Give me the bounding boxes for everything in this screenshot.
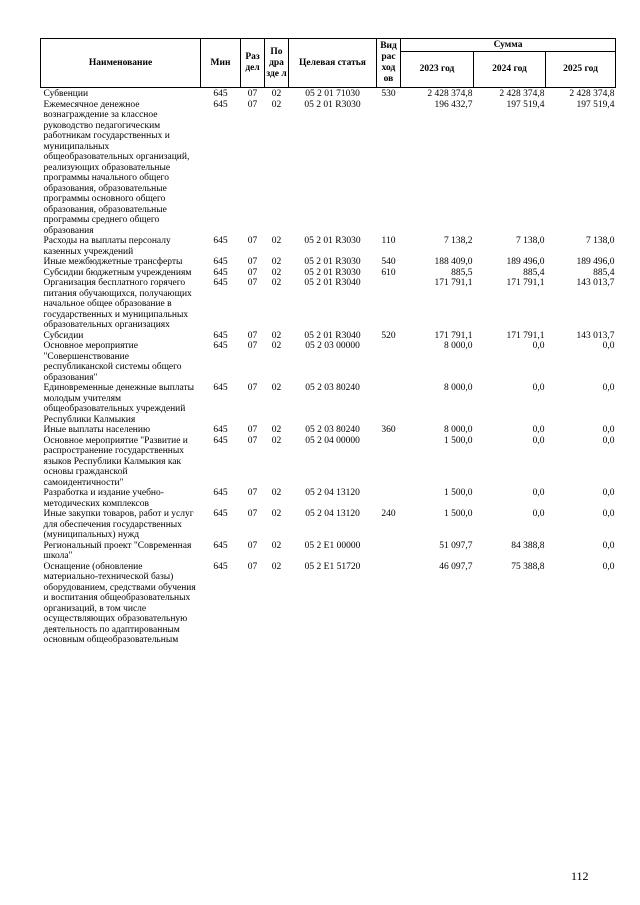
- cell-sum-2024: 2 428 374,8: [499, 89, 545, 99]
- cell-vid: 530: [381, 89, 396, 99]
- cell-target: 05 2 01 71030: [305, 89, 360, 99]
- cell-min: 645: [213, 425, 228, 435]
- cell-sum-2023: 171 791,1: [434, 278, 473, 288]
- cell-podrazdel: 02: [271, 89, 282, 99]
- cell-name: Расходы на выплаты персоналу казенных учреждений: [43, 236, 171, 257]
- cell-min: 645: [213, 540, 228, 551]
- cell-sum-2025: 0,0: [602, 435, 615, 446]
- cell-sum-2023: 7 138,2: [444, 236, 473, 246]
- cell-podrazdel: 02: [271, 99, 282, 110]
- cell-razdel: 07: [247, 383, 258, 393]
- table-row: [41, 541, 616, 562]
- cell-podrazdel: 02: [271, 278, 282, 288]
- cell-razdel: 07: [247, 89, 258, 99]
- cell-sum-2025: 7 138,0: [586, 236, 615, 246]
- cell-name: Единовременные денежные выплаты молодым учителям общеобразовательных учреждений Республики Калмыкия: [43, 383, 195, 425]
- cell-sum-2025: 2 428 374,8: [569, 89, 615, 99]
- cell-sum-2024: 171 791,1: [506, 278, 545, 288]
- cell-sum-2023: 46 097,7: [439, 561, 473, 572]
- cell-sum-2023: 2 428 374,8: [427, 89, 473, 99]
- cell-sum-2023: 171 791,1: [434, 330, 473, 341]
- table-row: [41, 383, 616, 425]
- cell-min: 645: [213, 267, 228, 278]
- cell-sum-2024: 189 496,0: [506, 257, 545, 267]
- cell-razdel: 07: [247, 425, 258, 435]
- header-min: Мин: [201, 39, 241, 88]
- cell-podrazdel: 02: [271, 330, 282, 341]
- cell-razdel: 07: [247, 278, 258, 288]
- cell-target: 05 2 01 R3030: [304, 267, 361, 278]
- cell-vid: 360: [381, 425, 396, 435]
- cell-sum-2024: 75 388,8: [511, 561, 545, 572]
- cell-vid: 540: [381, 257, 396, 267]
- cell-vid: [377, 100, 401, 237]
- table-row: [41, 509, 616, 541]
- cell-target: 05 2 E1 51720: [304, 561, 361, 572]
- cell-target: 05 2 01 R3040: [304, 278, 361, 288]
- cell-podrazdel: 02: [271, 540, 282, 551]
- cell-sum-2023: 8 000,0: [444, 341, 473, 351]
- header-2024: 2024 год: [474, 52, 546, 88]
- cell-sum-2025: 0,0: [602, 488, 615, 498]
- cell-target: 05 2 E1 00000: [304, 540, 361, 551]
- cell-sum-2025: 0,0: [602, 540, 615, 551]
- cell-sum-2024: 885,4: [523, 267, 545, 278]
- header-sum: Сумма: [401, 39, 616, 52]
- cell-sum-2024: 0,0: [532, 435, 545, 446]
- cell-name: Разработка и издание учебно-методических комплексов: [43, 488, 164, 509]
- cell-vid: [377, 341, 401, 383]
- cell-vid: 520: [381, 330, 396, 341]
- cell-sum-2023: 8 000,0: [444, 383, 473, 393]
- cell-name: Основное мероприятие "Развитие и распространение государственных языков Республики Калмыкия как основы гражданской самоидентичности": [43, 435, 188, 488]
- cell-vid: [377, 488, 401, 509]
- table-row: [41, 331, 616, 342]
- cell-target: 05 2 01 R3030: [304, 99, 361, 110]
- cell-sum-2025: 0,0: [602, 341, 615, 351]
- table-row: [41, 88, 616, 100]
- cell-name: Иные выплаты населению: [43, 425, 151, 435]
- cell-vid: [377, 562, 401, 646]
- cell-podrazdel: 02: [271, 435, 282, 446]
- header-razdel: Раз дел: [241, 39, 265, 88]
- cell-razdel: 07: [247, 488, 258, 498]
- header-2023: 2023 год: [401, 52, 474, 88]
- cell-target: 05 2 03 80240: [305, 383, 360, 393]
- cell-sum-2023: 885,5: [451, 267, 473, 278]
- cell-target: 05 2 01 R3030: [304, 236, 361, 246]
- table-row: [41, 488, 616, 509]
- cell-min: 645: [213, 509, 228, 519]
- cell-sum-2025: 0,0: [602, 509, 615, 519]
- cell-razdel: 07: [247, 267, 258, 278]
- table-body: [41, 88, 616, 646]
- cell-sum-2024: 7 138,0: [516, 236, 545, 246]
- table-row: [41, 425, 616, 436]
- header-podrazdel: По дра зде л: [265, 39, 289, 88]
- cell-target: 05 2 04 13120: [305, 488, 360, 498]
- cell-name: Субвенции: [43, 89, 89, 99]
- cell-target: 05 2 01 R3040: [304, 330, 361, 341]
- cell-vid: 110: [381, 236, 396, 246]
- cell-podrazdel: 02: [271, 341, 282, 351]
- cell-sum-2024: 197 519,4: [506, 99, 545, 110]
- cell-sum-2025: 143 013,7: [576, 330, 615, 341]
- cell-min: 645: [213, 383, 228, 393]
- cell-sum-2024: 0,0: [532, 383, 545, 393]
- cell-sum-2024: 171 791,1: [506, 330, 545, 341]
- cell-podrazdel: 02: [271, 488, 282, 498]
- cell-podrazdel: 02: [271, 257, 282, 267]
- cell-razdel: 07: [247, 509, 258, 519]
- cell-sum-2025: 0,0: [602, 561, 615, 572]
- cell-min: 645: [213, 99, 228, 110]
- cell-podrazdel: 02: [271, 236, 282, 246]
- cell-min: 645: [213, 278, 228, 288]
- cell-name: Оснащение (обновление материально-технической базы) оборудованием, средствами обучения и воспитания общеобразовательных организаций, в том числе осуществляющих образовательную деятельность по адаптированным основным общеобразовательным: [43, 561, 196, 645]
- cell-target: 05 2 04 13120: [305, 509, 360, 519]
- cell-sum-2024: 0,0: [532, 509, 545, 519]
- table-header: [41, 39, 616, 88]
- cell-min: 645: [213, 89, 228, 99]
- cell-target: 05 2 03 80240: [305, 425, 360, 435]
- cell-name: Региональный проект "Современная школа": [43, 540, 192, 561]
- budget-page: [40, 38, 615, 646]
- cell-min: 645: [213, 488, 228, 498]
- cell-razdel: 07: [247, 236, 258, 246]
- cell-podrazdel: 02: [271, 267, 282, 278]
- cell-sum-2025: 143 013,7: [576, 278, 615, 288]
- cell-podrazdel: 02: [271, 509, 282, 519]
- cell-sum-2025: 0,0: [602, 425, 615, 435]
- cell-vid: [377, 541, 401, 562]
- cell-podrazdel: 02: [271, 561, 282, 572]
- table-row: [41, 562, 616, 646]
- cell-min: 645: [213, 257, 228, 267]
- cell-name: Субсидии бюджетным учреждениям: [43, 267, 192, 278]
- cell-sum-2025: 885,4: [593, 267, 615, 278]
- cell-sum-2023: 1 500,0: [444, 435, 473, 446]
- cell-name: Ежемесячное денежное вознаграждение за классное руководство педагогическим работникам государственных и муниципальных общеобразовательных организаций, реализующих образовательные программы начального общего образования, образовательные программы основного общего образования, образовательные программы среднего общего образования: [43, 99, 190, 236]
- cell-sum-2025: 197 519,4: [576, 99, 615, 110]
- cell-name: Субсидии: [43, 330, 84, 341]
- cell-razdel: 07: [247, 99, 258, 110]
- table-row: [41, 257, 616, 268]
- cell-razdel: 07: [247, 435, 258, 446]
- cell-sum-2024: 0,0: [532, 488, 545, 498]
- cell-min: 645: [213, 341, 228, 351]
- budget-table: [40, 38, 616, 646]
- cell-min: 645: [213, 236, 228, 246]
- cell-vid: [377, 383, 401, 425]
- header-name: Наименование: [41, 39, 201, 88]
- cell-razdel: 07: [247, 330, 258, 341]
- header-2025: 2025 год: [546, 52, 616, 88]
- table-row: [41, 436, 616, 489]
- table-row: [41, 268, 616, 279]
- cell-sum-2023: 1 500,0: [444, 509, 473, 519]
- cell-vid: [377, 436, 401, 489]
- table-row: [41, 236, 616, 257]
- cell-razdel: 07: [247, 341, 258, 351]
- cell-sum-2024: 0,0: [532, 341, 545, 351]
- cell-razdel: 07: [247, 257, 258, 267]
- page-number: 112: [571, 869, 589, 883]
- cell-target: 05 2 03 00000: [305, 341, 360, 351]
- cell-sum-2023: 8 000,0: [444, 425, 473, 435]
- table-row: [41, 100, 616, 237]
- cell-name: Основное мероприятие "Совершенствование республиканской системы общего образования": [43, 341, 182, 383]
- cell-name: Организация бесплатного горячего питания обучающихся, получающих начальное общее образование в государственных и муниципальных образовательных организациях: [43, 278, 192, 330]
- cell-sum-2024: 0,0: [532, 425, 545, 435]
- cell-min: 645: [213, 561, 228, 572]
- cell-razdel: 07: [247, 561, 258, 572]
- cell-sum-2023: 1 500,0: [444, 488, 473, 498]
- cell-min: 645: [213, 330, 228, 341]
- table-row: [41, 278, 616, 331]
- header-target: Целевая статья: [289, 39, 377, 88]
- cell-name: Иные межбюджетные трансферты: [43, 257, 183, 267]
- cell-vid: 610: [381, 267, 396, 278]
- cell-min: 645: [213, 435, 228, 446]
- cell-target: 05 2 01 R3030: [304, 257, 361, 267]
- cell-sum-2023: 51 097,7: [439, 540, 473, 551]
- table-row: [41, 341, 616, 383]
- cell-sum-2023: 188 409,0: [434, 257, 473, 267]
- cell-vid: [377, 278, 401, 331]
- cell-vid: 240: [381, 509, 396, 519]
- cell-sum-2025: 189 496,0: [576, 257, 615, 267]
- header-vid: Вид рас ход ов: [377, 39, 401, 88]
- cell-podrazdel: 02: [271, 383, 282, 393]
- cell-target: 05 2 04 00000: [305, 435, 360, 446]
- cell-sum-2023: 196 432,7: [434, 99, 473, 110]
- cell-sum-2024: 84 388,8: [511, 540, 545, 551]
- cell-name: Иные закупки товаров, работ и услуг для обеспечения государственных (муниципальных) нужд: [43, 509, 194, 540]
- cell-razdel: 07: [247, 540, 258, 551]
- cell-podrazdel: 02: [271, 425, 282, 435]
- cell-sum-2025: 0,0: [602, 383, 615, 393]
